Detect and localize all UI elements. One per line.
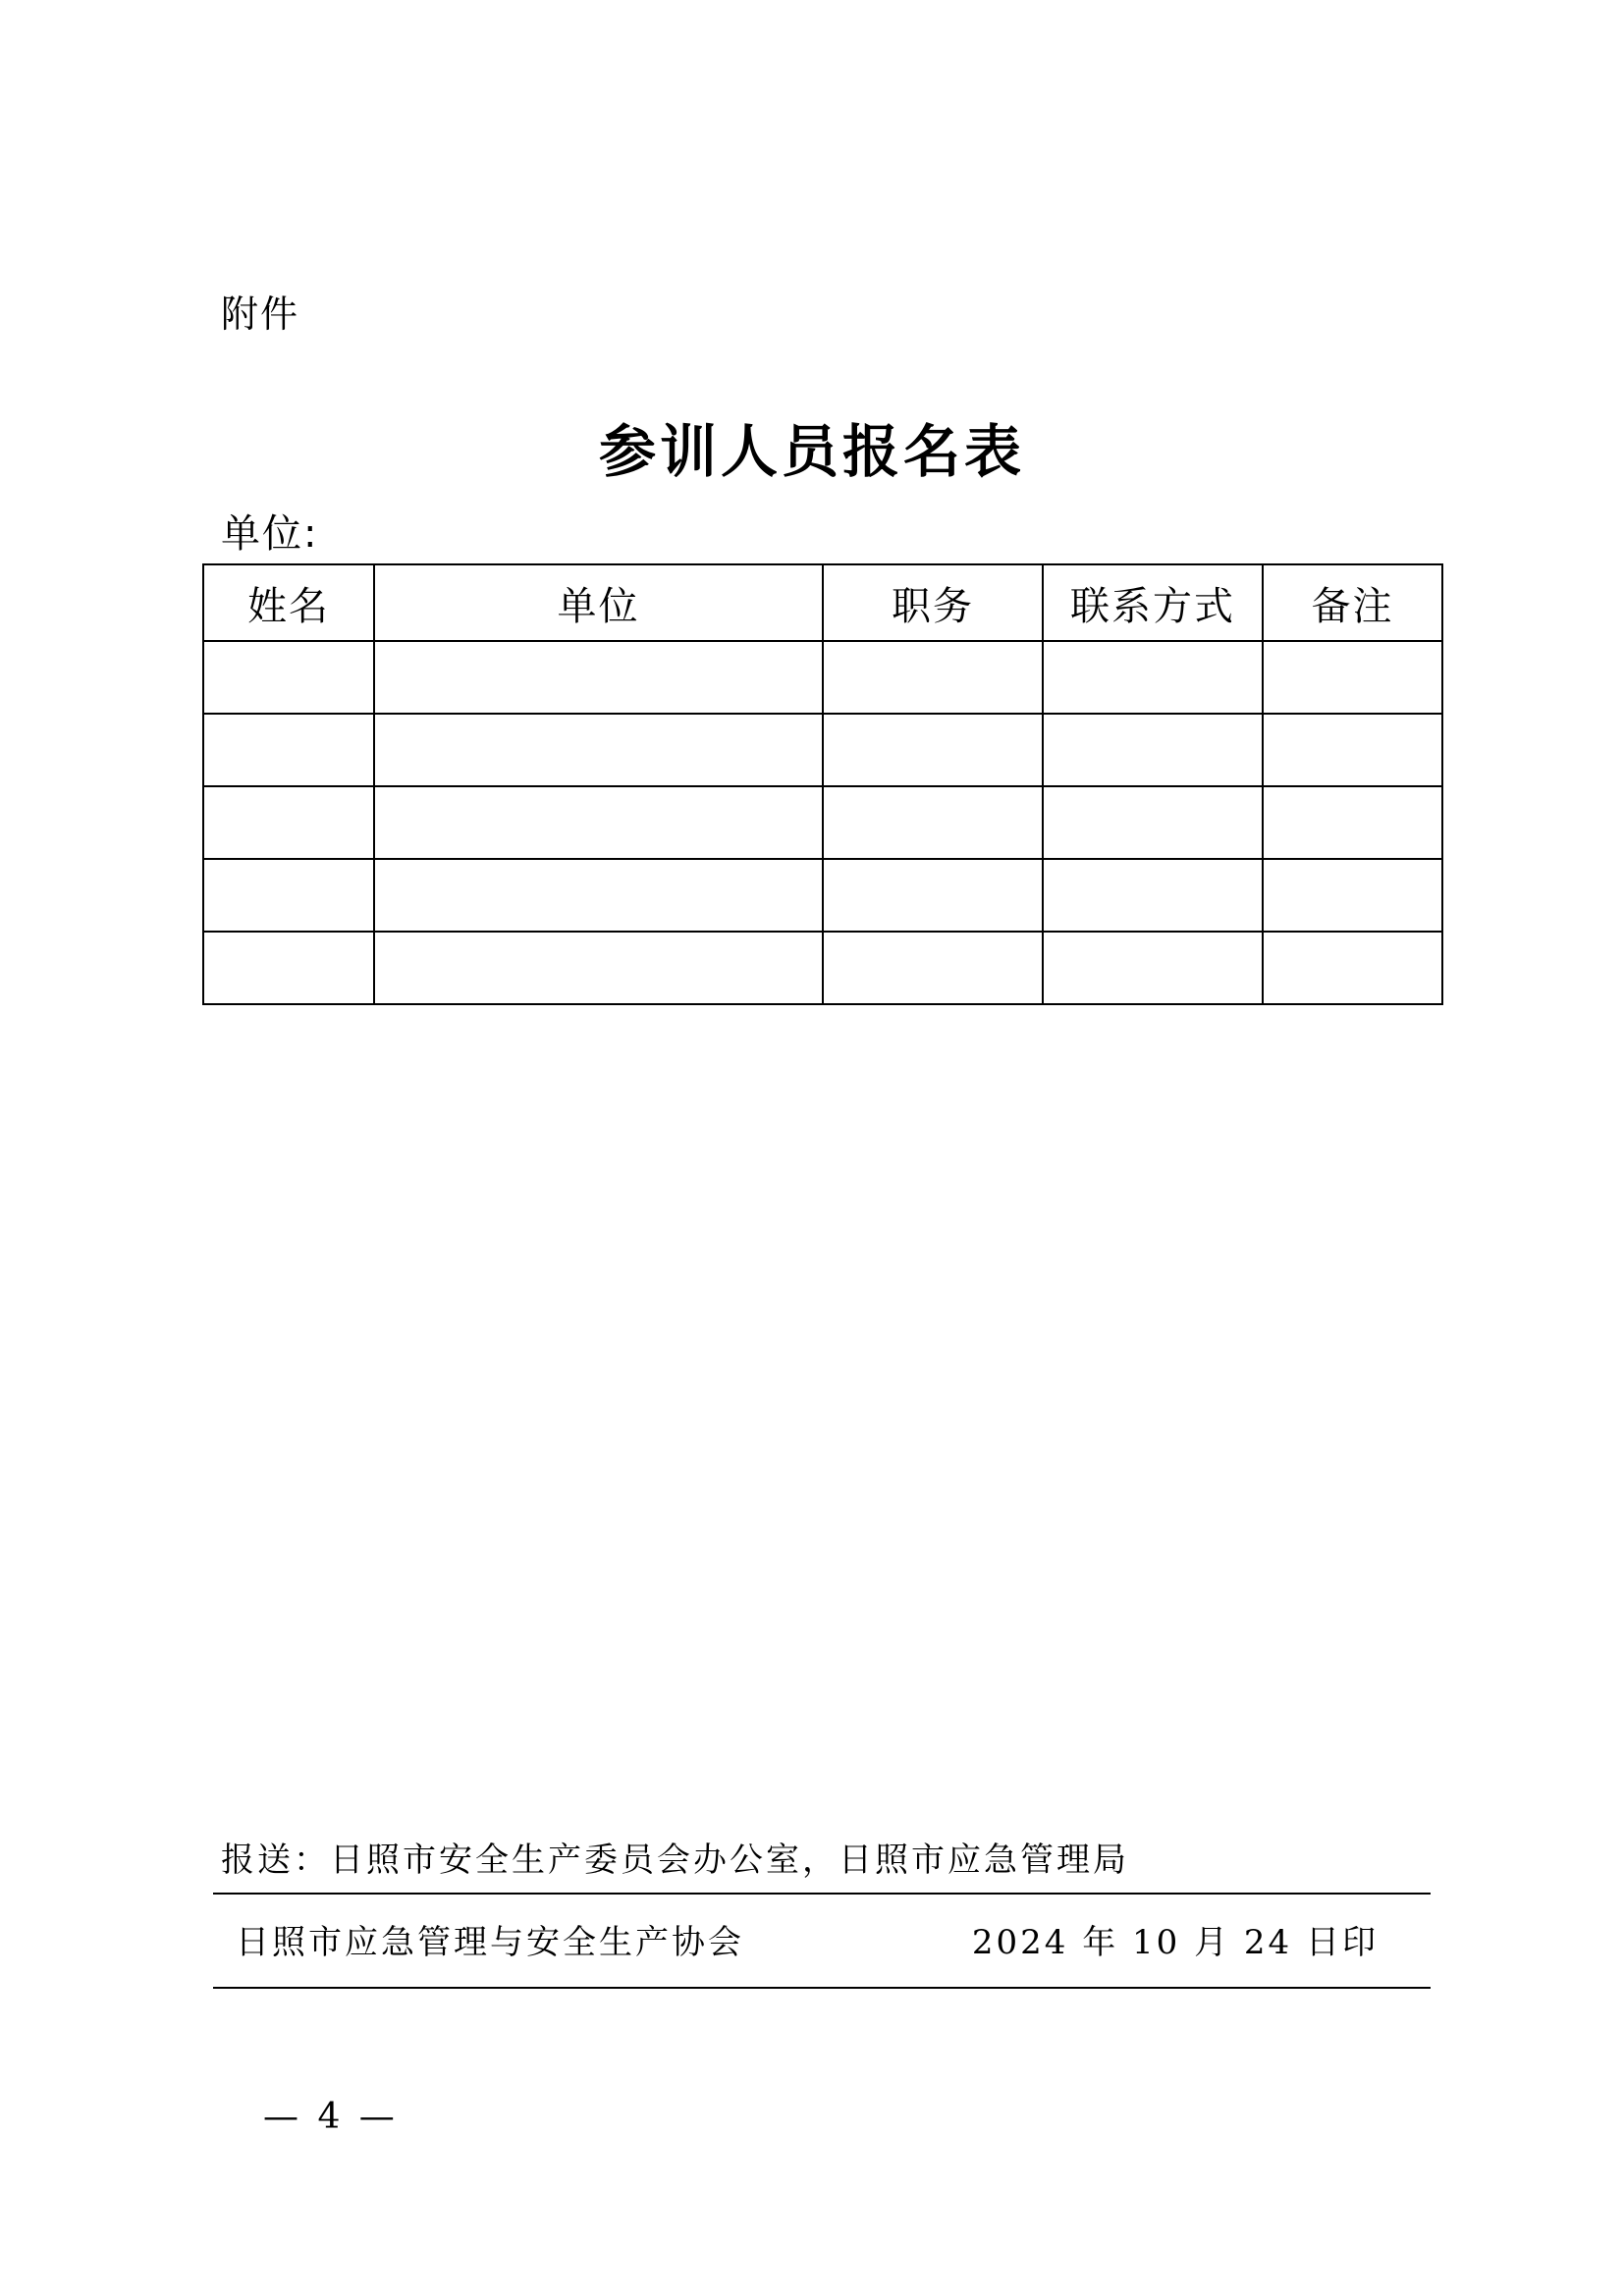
footer-divider-bottom: [213, 1987, 1431, 1989]
table-cell-contact[interactable]: [1043, 786, 1263, 859]
table-row: [203, 714, 1442, 786]
page-number: — 4 —: [263, 2097, 399, 2137]
table-cell-remarks[interactable]: [1263, 859, 1442, 932]
column-header-contact: 联系方式: [1043, 564, 1263, 641]
table-cell-unit[interactable]: [374, 932, 823, 1004]
table-cell-remarks[interactable]: [1263, 786, 1442, 859]
column-header-remarks: 备注: [1263, 564, 1442, 641]
column-header-unit: 单位: [374, 564, 823, 641]
table-cell-contact[interactable]: [1043, 641, 1263, 714]
table-cell-name[interactable]: [203, 859, 374, 932]
unit-label: 单位:: [221, 511, 319, 557]
table-cell-contact[interactable]: [1043, 932, 1263, 1004]
table-cell-position[interactable]: [823, 932, 1043, 1004]
table-row: [203, 859, 1442, 932]
table-cell-unit[interactable]: [374, 786, 823, 859]
footer-divider-top: [213, 1893, 1431, 1895]
footer-organization: 日照市应急管理与安全生产协会: [236, 1923, 744, 1962]
form-title: 参训人员报名表: [598, 418, 1025, 485]
table-cell-name[interactable]: [203, 786, 374, 859]
table-cell-unit[interactable]: [374, 859, 823, 932]
table-cell-unit[interactable]: [374, 714, 823, 786]
column-header-position: 职务: [823, 564, 1043, 641]
table-cell-position[interactable]: [823, 714, 1043, 786]
table-cell-remarks[interactable]: [1263, 714, 1442, 786]
table-cell-remarks[interactable]: [1263, 932, 1442, 1004]
table-cell-unit[interactable]: [374, 641, 823, 714]
table-cell-position[interactable]: [823, 641, 1043, 714]
table-cell-name[interactable]: [203, 714, 374, 786]
table-row: [203, 786, 1442, 859]
table-header-row: [203, 564, 1442, 641]
table-row: [203, 932, 1442, 1004]
table-cell-position[interactable]: [823, 859, 1043, 932]
table-cell-name[interactable]: [203, 932, 374, 1004]
table-row: [203, 641, 1442, 714]
table-cell-contact[interactable]: [1043, 859, 1263, 932]
table-cell-position[interactable]: [823, 786, 1043, 859]
attachment-label: 附件: [221, 293, 300, 336]
footer-sent-to: 报送：日照市安全生产委员会办公室，日照市应急管理局: [221, 1841, 1129, 1880]
table-cell-name[interactable]: [203, 641, 374, 714]
footer-print-date: 2024 年 10 月 24 日印: [971, 1923, 1379, 1962]
signup-table: [202, 563, 1443, 1005]
column-header-name: 姓名: [203, 564, 374, 641]
table-cell-contact[interactable]: [1043, 714, 1263, 786]
table-cell-remarks[interactable]: [1263, 641, 1442, 714]
